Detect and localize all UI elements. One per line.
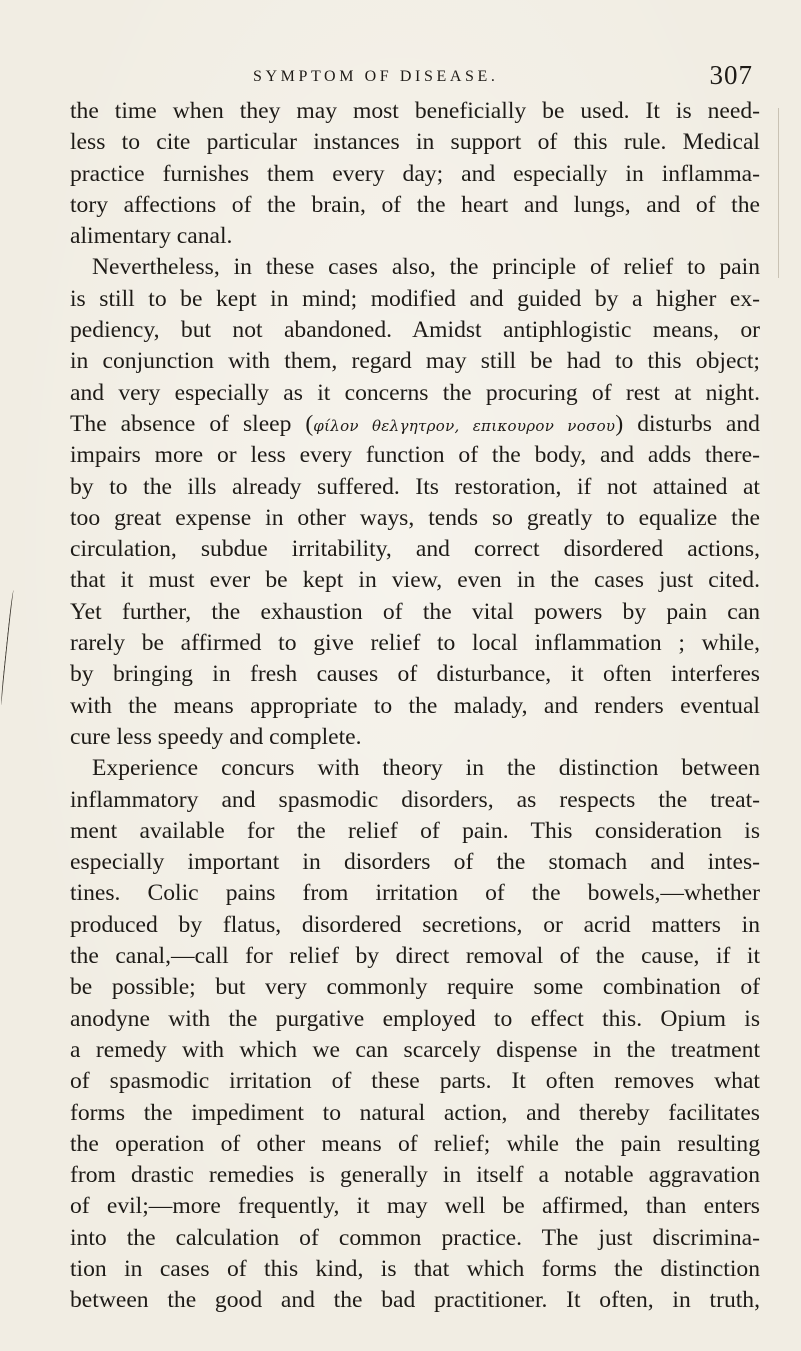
text-line: into the calculation of common practice. The just discrimina- xyxy=(70,1224,760,1251)
text-line: especially important in disorders of the stomach and intes- xyxy=(70,849,760,876)
paragraph-start-line: Nevertheless, in these cases also, the principle of relief to pain xyxy=(92,254,760,281)
text-line: of evil;—more frequently, it may well be affirmed, than enters xyxy=(70,1193,760,1220)
page-number: 307 xyxy=(709,60,753,90)
greek-quotation: φίλον θελγητρον, επικουρον νοσου xyxy=(313,416,616,435)
text-line: forms the impediment to natural action, and thereby facilitates xyxy=(70,1099,760,1126)
paragraph-start-line: Experience concurs with theory in the distinction between xyxy=(92,755,760,782)
text-line: ment available for the relief of pain. This consideration is xyxy=(70,817,760,844)
margin-pencil-mark xyxy=(0,590,16,705)
text-line: alimentary canal. xyxy=(70,223,233,250)
text-line: rarely be affirmed to give relief to local inflammation ; while, xyxy=(70,630,760,657)
text-line: is still to be kept in mind; modified and guided by a higher ex- xyxy=(70,285,760,312)
text-line: by to the ills already suffered. Its restoration, if not attained at xyxy=(70,473,760,500)
text-line-with-greek xyxy=(70,409,760,440)
text-line: Yet further, the exhaustion of the vital powers by pain can xyxy=(70,598,760,625)
text-line: be possible; but very commonly require some combination of xyxy=(70,974,760,1001)
text-line: a remedy with which we can scarcely dispense in the treatment xyxy=(70,1036,760,1063)
page-edge-shadow xyxy=(776,108,779,278)
text-line: between the good and the bad practitioner. It often, in truth, xyxy=(70,1287,760,1314)
text-line: pediency, but not abandoned. Amidst antiphlogistic means, or xyxy=(70,317,760,344)
text-line: the time when they may most beneficially be used. It is need- xyxy=(70,98,760,124)
text-line: the canal,—call for relief by direct removal of the cause, if it xyxy=(70,943,760,970)
text-line: anodyne with the purgative employed to effect this. Opium is xyxy=(70,1005,760,1032)
body-text xyxy=(70,96,760,1317)
text-line: produced by flatus, disordered secretions, or acrid matters in xyxy=(70,911,760,938)
text-line: practice furnishes them every day; and especially in inflamma- xyxy=(70,160,760,187)
text-line: inflammatory and spasmodic disorders, as respects the treat- xyxy=(70,786,760,813)
text-line: tion in cases of this kind, is that which forms the distinction xyxy=(70,1255,760,1282)
text-line: less to cite particular instances in support of this rule. Medical xyxy=(70,129,760,156)
text-line: circulation, subdue irritability, and correct disordered actions, xyxy=(70,536,760,563)
text-line: the operation of other means of relief; while the pain resulting xyxy=(70,1130,760,1157)
running-head: SYMPTOM OF DISEASE. xyxy=(253,68,499,85)
line-text-after-greek: ) disturbs and xyxy=(615,410,760,437)
text-line: with the means appropriate to the malady, and renders eventual xyxy=(70,692,760,719)
text-line: from drastic remedies is generally in itself a notable aggravation xyxy=(70,1162,760,1189)
text-line: too great expense in other ways, tends so greatly to equalize the xyxy=(70,504,760,531)
text-line: in conjunction with them, regard may still be had to this object; xyxy=(70,348,760,375)
text-line: and very especially as it concerns the procuring of rest at night. xyxy=(70,379,760,406)
line-text-before-greek: The absence of sleep ( xyxy=(70,410,314,437)
text-line: of spasmodic irritation of these parts. It often removes what xyxy=(70,1068,760,1095)
text-line: tory affections of the brain, of the heart and lungs, and of the xyxy=(70,191,760,218)
text-line: tines. Colic pains from irritation of the bowels,—whether xyxy=(70,880,760,907)
text-line: by bringing in fresh causes of disturbance, it often interferes xyxy=(70,661,760,688)
text-line: cure less speedy and complete. xyxy=(70,723,362,750)
text-line: impairs more or less every function of the body, and adds there- xyxy=(70,442,760,469)
text-line: that it must ever be kept in view, even in the cases just cited. xyxy=(70,567,760,594)
